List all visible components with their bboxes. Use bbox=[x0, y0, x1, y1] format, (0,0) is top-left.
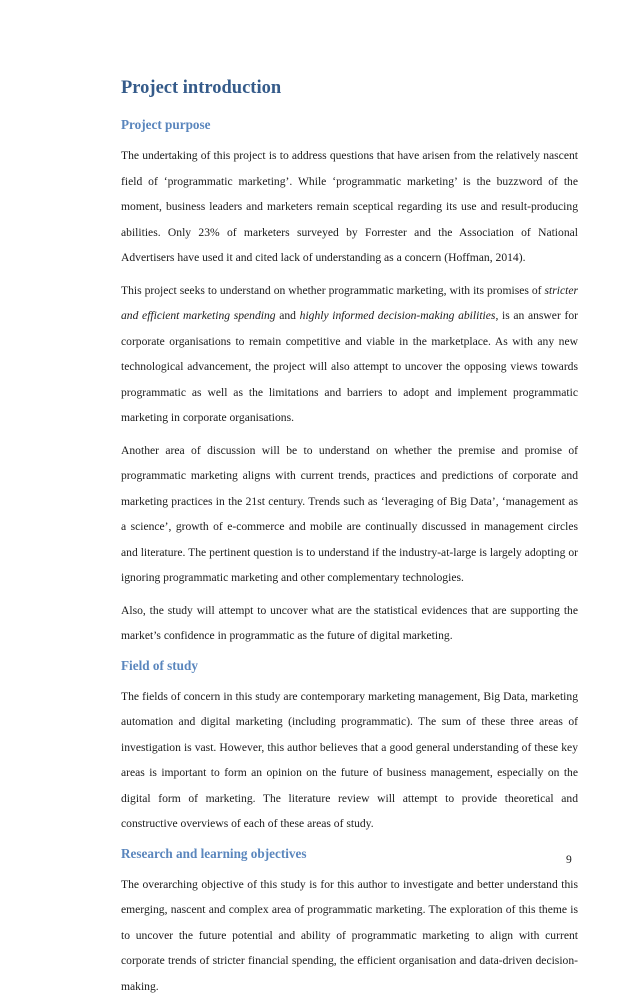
paragraph: Another area of discussion will be to understand on whether the premise and promise of programmatic marketing aligns with current trends, practices and predictions of corporate and marketing practices in the 21st century. Trends such as ‘leveraging of Big Data’, ‘management as a science’, growth of e-commerce and mobile are continually discussed in management circles and literature. The pertinent question is to understand if the industry-at-large is largely adopting or ignoring programmatic marketing and other complementary technologies. bbox=[121, 443, 578, 584]
page-title: Project introduction bbox=[121, 78, 282, 98]
emphasis: stricter and efficient marketing spending bbox=[121, 283, 578, 322]
emphasis: highly informed decision-making abilities bbox=[299, 309, 496, 322]
text-run: , is an answer for corporate organisations to remain competitive and viable in the marketplace. As with any new technological advancement, the project will also attempt to uncover the opposing views towards programmatic as well as the limitations and barriers to adopt and implement programmatic marketing in corporate organisations. bbox=[121, 309, 578, 424]
text-run: This project seeks to understand on whether programmatic marketing, with its promises of bbox=[121, 283, 545, 297]
paragraph: The fields of concern in this study are contemporary marketing management, Big Data, marketing automation and digital marketing (including programmatic). The sum of these three areas of investigation is vast. However, this author believes that a good general understanding of these key areas is important to form an opinion on the future of business management, especially on the digital form of marketing. The literature review will attempt to provide theoretical and constructive overviews of each of these areas of study. bbox=[121, 689, 578, 830]
section-heading-objectives: Research and learning objectives bbox=[121, 845, 307, 861]
page-number: 9 bbox=[566, 853, 572, 866]
text-run: and bbox=[275, 309, 300, 322]
page-content bbox=[121, 76, 578, 1006]
paragraph bbox=[121, 278, 578, 431]
section-heading-field: Field of study bbox=[121, 657, 198, 673]
paragraph: The undertaking of this project is to address questions that have arisen from the relatively nascent field of ‘programmatic marketing’. While ‘programmatic marketing’ is the buzzword of the moment, business leaders and marketers remain sceptical regarding its use and result-producing abilities. Only 23% of marketers surveyed by Forrester and the Association of National Advertisers have used it and cited lack of understanding as a concern (Hoffman, 2014). bbox=[121, 149, 578, 264]
paragraph: The overarching objective of this study is for this author to investigate and better understand this emerging, nascent and complex area of programmatic marketing. The exploration of this theme is to uncover the future potential and ability of programmatic marketing to align with current corporate trends of stricter financial spending, the efficient organisation and data-driven decision-making. bbox=[121, 877, 578, 993]
paragraph: Also, the study will attempt to uncover what are the statistical evidences that are supporting the market’s confidence in programmatic as the future of digital marketing. bbox=[121, 603, 578, 642]
section-heading-purpose: Project purpose bbox=[121, 117, 211, 132]
